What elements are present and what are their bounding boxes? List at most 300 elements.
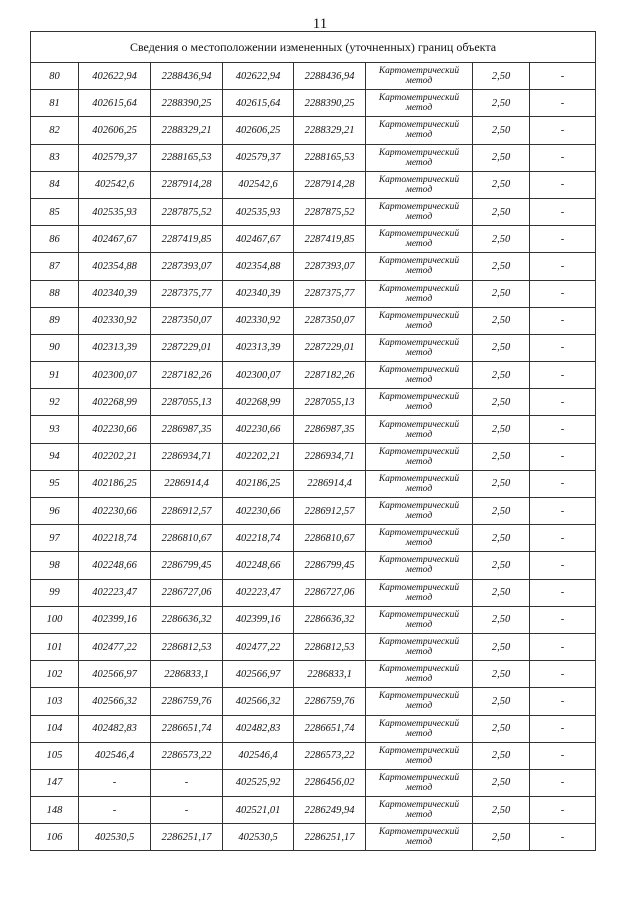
refined-x-cell: 402300,07: [223, 362, 294, 389]
note-cell: -: [530, 144, 596, 171]
refined-y-cell: 2286759,76: [294, 688, 366, 715]
existing-y-cell: 2288329,21: [151, 117, 223, 144]
point-number-cell: 82: [31, 117, 79, 144]
point-number-cell: 106: [31, 824, 79, 851]
table-row: [31, 470, 596, 497]
note-cell: -: [530, 715, 596, 742]
refined-x-cell: 402566,32: [223, 688, 294, 715]
method-line-1: Картометрический: [378, 283, 460, 294]
refined-y-cell: 2287350,07: [294, 307, 366, 334]
method-cell: [366, 498, 473, 525]
existing-y-cell: 2286810,67: [151, 525, 223, 552]
method-cell: [366, 389, 473, 416]
existing-x-cell: 402579,37: [79, 144, 151, 171]
refined-y-cell: 2286987,35: [294, 416, 366, 443]
method-line-1: Картометрический: [378, 66, 460, 77]
point-number-cell: 101: [31, 633, 79, 660]
accuracy-cell: 2,50: [473, 552, 530, 579]
existing-y-cell: 2286912,57: [151, 498, 223, 525]
accuracy-cell: 2,50: [473, 633, 530, 660]
refined-x-cell: 402467,67: [223, 226, 294, 253]
accuracy-cell: 2,50: [473, 824, 530, 851]
note-cell: -: [530, 688, 596, 715]
accuracy-cell: 2,50: [473, 416, 530, 443]
method-cell: [366, 606, 473, 633]
point-number-cell: 88: [31, 280, 79, 307]
table-row: [31, 742, 596, 769]
note-cell: -: [530, 525, 596, 552]
method-line-2: метод: [405, 592, 433, 603]
existing-x-cell: 402530,5: [79, 824, 151, 851]
existing-x-cell: 402223,47: [79, 579, 151, 606]
refined-y-cell: 2287055,13: [294, 389, 366, 416]
accuracy-cell: 2,50: [473, 307, 530, 334]
method-line-1: Картометрический: [378, 446, 460, 457]
method-line-2: метод: [405, 130, 433, 141]
note-cell: -: [530, 198, 596, 225]
method-cell: [366, 525, 473, 552]
note-cell: -: [530, 742, 596, 769]
existing-x-cell: 402218,74: [79, 525, 151, 552]
accuracy-cell: 2,50: [473, 443, 530, 470]
point-number-cell: 89: [31, 307, 79, 334]
existing-y-cell: 2288436,94: [151, 63, 223, 90]
table-row: [31, 198, 596, 225]
note-cell: -: [530, 334, 596, 361]
method-cell: [366, 742, 473, 769]
method-line-1: Картометрический: [378, 147, 460, 158]
method-line-1: Картометрический: [378, 337, 460, 348]
table-title-row: [31, 32, 596, 63]
accuracy-cell: 2,50: [473, 470, 530, 497]
point-number-cell: 100: [31, 606, 79, 633]
refined-y-cell: 2287375,77: [294, 280, 366, 307]
note-cell: -: [530, 280, 596, 307]
table-row: [31, 769, 596, 796]
point-number-cell: 85: [31, 198, 79, 225]
method-cell: [366, 171, 473, 198]
table-row: [31, 525, 596, 552]
refined-x-cell: 402530,5: [223, 824, 294, 851]
note-cell: -: [530, 307, 596, 334]
method-cell: [366, 633, 473, 660]
existing-x-cell: 402622,94: [79, 63, 151, 90]
existing-x-cell: 402354,88: [79, 253, 151, 280]
existing-y-cell: 2286651,74: [151, 715, 223, 742]
table-title: Сведения о местоположении измененных (уточненных) границ объекта: [31, 32, 596, 63]
method-cell: [366, 769, 473, 796]
existing-y-cell: 2286636,32: [151, 606, 223, 633]
method-cell: [366, 797, 473, 824]
existing-x-cell: 402477,22: [79, 633, 151, 660]
method-line-1: Картометрический: [378, 664, 460, 675]
method-cell: [366, 198, 473, 225]
refined-x-cell: 402186,25: [223, 470, 294, 497]
accuracy-cell: 2,50: [473, 661, 530, 688]
table-row: [31, 443, 596, 470]
existing-y-cell: 2286251,17: [151, 824, 223, 851]
refined-y-cell: 2288165,53: [294, 144, 366, 171]
method-line-1: Картометрический: [378, 120, 460, 131]
method-cell: [366, 226, 473, 253]
refined-x-cell: 402330,92: [223, 307, 294, 334]
note-cell: -: [530, 416, 596, 443]
boundary-coordinates-table: [30, 31, 596, 851]
refined-y-cell: 2287229,01: [294, 334, 366, 361]
note-cell: -: [530, 63, 596, 90]
method-cell: [366, 470, 473, 497]
accuracy-cell: 2,50: [473, 144, 530, 171]
refined-x-cell: 402230,66: [223, 416, 294, 443]
refined-y-cell: 2287914,28: [294, 171, 366, 198]
table-row: [31, 633, 596, 660]
point-number-cell: 80: [31, 63, 79, 90]
method-cell: [366, 416, 473, 443]
accuracy-cell: 2,50: [473, 198, 530, 225]
method-line-2: метод: [405, 320, 433, 331]
method-line-2: метод: [405, 239, 433, 250]
table-row: [31, 90, 596, 117]
accuracy-cell: 2,50: [473, 226, 530, 253]
refined-x-cell: 402542,6: [223, 171, 294, 198]
method-line-2: метод: [405, 619, 433, 630]
point-number-cell: 91: [31, 362, 79, 389]
existing-x-cell: 402615,64: [79, 90, 151, 117]
existing-y-cell: 2286987,35: [151, 416, 223, 443]
method-line-2: метод: [405, 212, 433, 223]
accuracy-cell: 2,50: [473, 525, 530, 552]
table-row: [31, 362, 596, 389]
refined-y-cell: 2286833,1: [294, 661, 366, 688]
table-row: [31, 579, 596, 606]
existing-y-cell: 2288390,25: [151, 90, 223, 117]
table-row: [31, 498, 596, 525]
method-line-2: метод: [405, 157, 433, 168]
method-line-2: метод: [405, 347, 433, 358]
method-cell: [366, 362, 473, 389]
method-line-2: метод: [405, 810, 433, 821]
table-row: [31, 606, 596, 633]
table-row: [31, 144, 596, 171]
table-row: [31, 389, 596, 416]
method-line-1: Картометрический: [378, 772, 460, 783]
method-line-1: Картометрический: [378, 365, 460, 376]
accuracy-cell: 2,50: [473, 389, 530, 416]
method-line-1: Картометрический: [378, 745, 460, 756]
existing-y-cell: 2287375,77: [151, 280, 223, 307]
note-cell: -: [530, 362, 596, 389]
note-cell: -: [530, 769, 596, 796]
existing-x-cell: 402268,99: [79, 389, 151, 416]
refined-x-cell: 402218,74: [223, 525, 294, 552]
refined-y-cell: 2286573,22: [294, 742, 366, 769]
method-line-2: метод: [405, 184, 433, 195]
point-number-cell: 94: [31, 443, 79, 470]
method-line-1: Картометрический: [378, 93, 460, 104]
method-line-2: метод: [405, 674, 433, 685]
existing-x-cell: 402399,16: [79, 606, 151, 633]
note-cell: -: [530, 633, 596, 660]
refined-x-cell: 402223,47: [223, 579, 294, 606]
refined-y-cell: 2287393,07: [294, 253, 366, 280]
refined-y-cell: 2286912,57: [294, 498, 366, 525]
accuracy-cell: 2,50: [473, 90, 530, 117]
accuracy-cell: 2,50: [473, 171, 530, 198]
existing-x-cell: 402542,6: [79, 171, 151, 198]
existing-y-cell: 2286934,71: [151, 443, 223, 470]
accuracy-cell: 2,50: [473, 362, 530, 389]
refined-y-cell: 2286249,94: [294, 797, 366, 824]
existing-y-cell: 2286833,1: [151, 661, 223, 688]
note-cell: -: [530, 824, 596, 851]
refined-x-cell: 402340,39: [223, 280, 294, 307]
existing-x-cell: 402186,25: [79, 470, 151, 497]
table-row: [31, 334, 596, 361]
note-cell: -: [530, 253, 596, 280]
method-cell: [366, 90, 473, 117]
method-line-1: Картометрический: [378, 555, 460, 566]
refined-x-cell: 402535,93: [223, 198, 294, 225]
point-number-cell: 97: [31, 525, 79, 552]
accuracy-cell: 2,50: [473, 769, 530, 796]
existing-x-cell: 402313,39: [79, 334, 151, 361]
method-line-2: метод: [405, 565, 433, 576]
existing-x-cell: 402546,4: [79, 742, 151, 769]
refined-y-cell: 2286636,32: [294, 606, 366, 633]
note-cell: -: [530, 117, 596, 144]
note-cell: -: [530, 389, 596, 416]
refined-y-cell: 2286651,74: [294, 715, 366, 742]
refined-y-cell: 2288390,25: [294, 90, 366, 117]
method-line-1: Картометрический: [378, 827, 460, 838]
method-cell: [366, 824, 473, 851]
method-cell: [366, 280, 473, 307]
existing-y-cell: 2286914,4: [151, 470, 223, 497]
method-line-2: метод: [405, 728, 433, 739]
refined-y-cell: 2286251,17: [294, 824, 366, 851]
refined-y-cell: 2287419,85: [294, 226, 366, 253]
method-line-2: метод: [405, 429, 433, 440]
refined-y-cell: 2286727,06: [294, 579, 366, 606]
existing-x-cell: 402300,07: [79, 362, 151, 389]
refined-x-cell: 402606,25: [223, 117, 294, 144]
method-line-2: метод: [405, 375, 433, 386]
method-cell: [366, 579, 473, 606]
point-number-cell: 96: [31, 498, 79, 525]
table-row: [31, 715, 596, 742]
point-number-cell: 105: [31, 742, 79, 769]
method-cell: [366, 443, 473, 470]
accuracy-cell: 2,50: [473, 688, 530, 715]
point-number-cell: 95: [31, 470, 79, 497]
method-cell: [366, 715, 473, 742]
method-cell: [366, 661, 473, 688]
method-cell: [366, 688, 473, 715]
method-line-1: Картометрический: [378, 419, 460, 430]
refined-y-cell: 2287182,26: [294, 362, 366, 389]
method-cell: [366, 144, 473, 171]
point-number-cell: 102: [31, 661, 79, 688]
point-number-cell: 86: [31, 226, 79, 253]
method-line-1: Картометрический: [378, 582, 460, 593]
note-cell: -: [530, 226, 596, 253]
refined-y-cell: 2286914,4: [294, 470, 366, 497]
note-cell: -: [530, 498, 596, 525]
existing-x-cell: 402606,25: [79, 117, 151, 144]
method-line-1: Картометрический: [378, 202, 460, 213]
refined-x-cell: 402525,92: [223, 769, 294, 796]
note-cell: -: [530, 579, 596, 606]
refined-x-cell: 402230,66: [223, 498, 294, 525]
table-row: [31, 117, 596, 144]
note-cell: -: [530, 443, 596, 470]
table-row: [31, 688, 596, 715]
method-line-2: метод: [405, 701, 433, 712]
refined-y-cell: 2288329,21: [294, 117, 366, 144]
method-line-1: Картометрический: [378, 609, 460, 620]
note-cell: -: [530, 171, 596, 198]
method-line-1: Картометрический: [378, 501, 460, 512]
refined-x-cell: 402268,99: [223, 389, 294, 416]
table-row: [31, 226, 596, 253]
method-line-1: Картометрический: [378, 473, 460, 484]
refined-x-cell: 402622,94: [223, 63, 294, 90]
accuracy-cell: 2,50: [473, 498, 530, 525]
point-number-cell: 99: [31, 579, 79, 606]
refined-x-cell: 402521,01: [223, 797, 294, 824]
accuracy-cell: 2,50: [473, 253, 530, 280]
method-line-1: Картометрический: [378, 310, 460, 321]
existing-x-cell: -: [79, 797, 151, 824]
accuracy-cell: 2,50: [473, 334, 530, 361]
method-line-1: Картометрический: [378, 229, 460, 240]
refined-y-cell: 2286799,45: [294, 552, 366, 579]
existing-x-cell: 402230,66: [79, 416, 151, 443]
existing-x-cell: -: [79, 769, 151, 796]
method-line-1: Картометрический: [378, 256, 460, 267]
existing-y-cell: 2286727,06: [151, 579, 223, 606]
method-cell: [366, 307, 473, 334]
method-line-2: метод: [405, 782, 433, 793]
existing-y-cell: 2286799,45: [151, 552, 223, 579]
accuracy-cell: 2,50: [473, 63, 530, 90]
accuracy-cell: 2,50: [473, 579, 530, 606]
existing-y-cell: 2286759,76: [151, 688, 223, 715]
table-row: [31, 552, 596, 579]
table-row: [31, 253, 596, 280]
method-cell: [366, 552, 473, 579]
accuracy-cell: 2,50: [473, 797, 530, 824]
point-number-cell: 103: [31, 688, 79, 715]
existing-y-cell: 2287350,07: [151, 307, 223, 334]
note-cell: -: [530, 661, 596, 688]
method-line-1: Картометрический: [378, 528, 460, 539]
refined-y-cell: 2286812,53: [294, 633, 366, 660]
method-line-2: метод: [405, 76, 433, 87]
table-row: [31, 824, 596, 851]
existing-y-cell: 2287229,01: [151, 334, 223, 361]
method-line-2: метод: [405, 402, 433, 413]
existing-y-cell: 2287875,52: [151, 198, 223, 225]
existing-x-cell: 402340,39: [79, 280, 151, 307]
refined-x-cell: 402477,22: [223, 633, 294, 660]
method-line-2: метод: [405, 837, 433, 848]
existing-y-cell: -: [151, 769, 223, 796]
existing-y-cell: 2288165,53: [151, 144, 223, 171]
accuracy-cell: 2,50: [473, 280, 530, 307]
refined-y-cell: 2288436,94: [294, 63, 366, 90]
refined-x-cell: 402546,4: [223, 742, 294, 769]
method-line-1: Картометрический: [378, 392, 460, 403]
refined-x-cell: 402615,64: [223, 90, 294, 117]
refined-x-cell: 402579,37: [223, 144, 294, 171]
method-line-2: метод: [405, 647, 433, 658]
point-number-cell: 93: [31, 416, 79, 443]
method-cell: [366, 334, 473, 361]
existing-x-cell: 402248,66: [79, 552, 151, 579]
refined-x-cell: 402482,83: [223, 715, 294, 742]
note-cell: -: [530, 797, 596, 824]
existing-y-cell: 2286812,53: [151, 633, 223, 660]
method-line-1: Картометрический: [378, 637, 460, 648]
method-line-2: метод: [405, 538, 433, 549]
method-line-2: метод: [405, 483, 433, 494]
method-line-2: метод: [405, 266, 433, 277]
existing-x-cell: 402566,32: [79, 688, 151, 715]
table-row: [31, 416, 596, 443]
existing-y-cell: -: [151, 797, 223, 824]
point-number-cell: 83: [31, 144, 79, 171]
existing-x-cell: 402330,92: [79, 307, 151, 334]
existing-y-cell: 2287419,85: [151, 226, 223, 253]
refined-x-cell: 402399,16: [223, 606, 294, 633]
existing-x-cell: 402467,67: [79, 226, 151, 253]
refined-y-cell: 2286456,02: [294, 769, 366, 796]
point-number-cell: 147: [31, 769, 79, 796]
existing-x-cell: 402566,97: [79, 661, 151, 688]
refined-y-cell: 2286934,71: [294, 443, 366, 470]
note-cell: -: [530, 606, 596, 633]
method-cell: [366, 253, 473, 280]
existing-y-cell: 2287055,13: [151, 389, 223, 416]
point-number-cell: 84: [31, 171, 79, 198]
refined-y-cell: 2286810,67: [294, 525, 366, 552]
refined-y-cell: 2287875,52: [294, 198, 366, 225]
table-row: [31, 661, 596, 688]
refined-x-cell: 402566,97: [223, 661, 294, 688]
accuracy-cell: 2,50: [473, 715, 530, 742]
method-line-2: метод: [405, 511, 433, 522]
existing-x-cell: 402230,66: [79, 498, 151, 525]
table-row: [31, 280, 596, 307]
existing-x-cell: 402202,21: [79, 443, 151, 470]
method-line-1: Картометрический: [378, 691, 460, 702]
accuracy-cell: 2,50: [473, 117, 530, 144]
note-cell: -: [530, 470, 596, 497]
table-row: [31, 171, 596, 198]
existing-y-cell: 2287182,26: [151, 362, 223, 389]
existing-y-cell: 2287914,28: [151, 171, 223, 198]
point-number-cell: 92: [31, 389, 79, 416]
point-number-cell: 90: [31, 334, 79, 361]
method-cell: [366, 117, 473, 144]
accuracy-cell: 2,50: [473, 606, 530, 633]
existing-x-cell: 402482,83: [79, 715, 151, 742]
method-cell: [366, 63, 473, 90]
method-line-2: метод: [405, 103, 433, 114]
method-line-1: Картометрический: [378, 174, 460, 185]
method-line-2: метод: [405, 456, 433, 467]
